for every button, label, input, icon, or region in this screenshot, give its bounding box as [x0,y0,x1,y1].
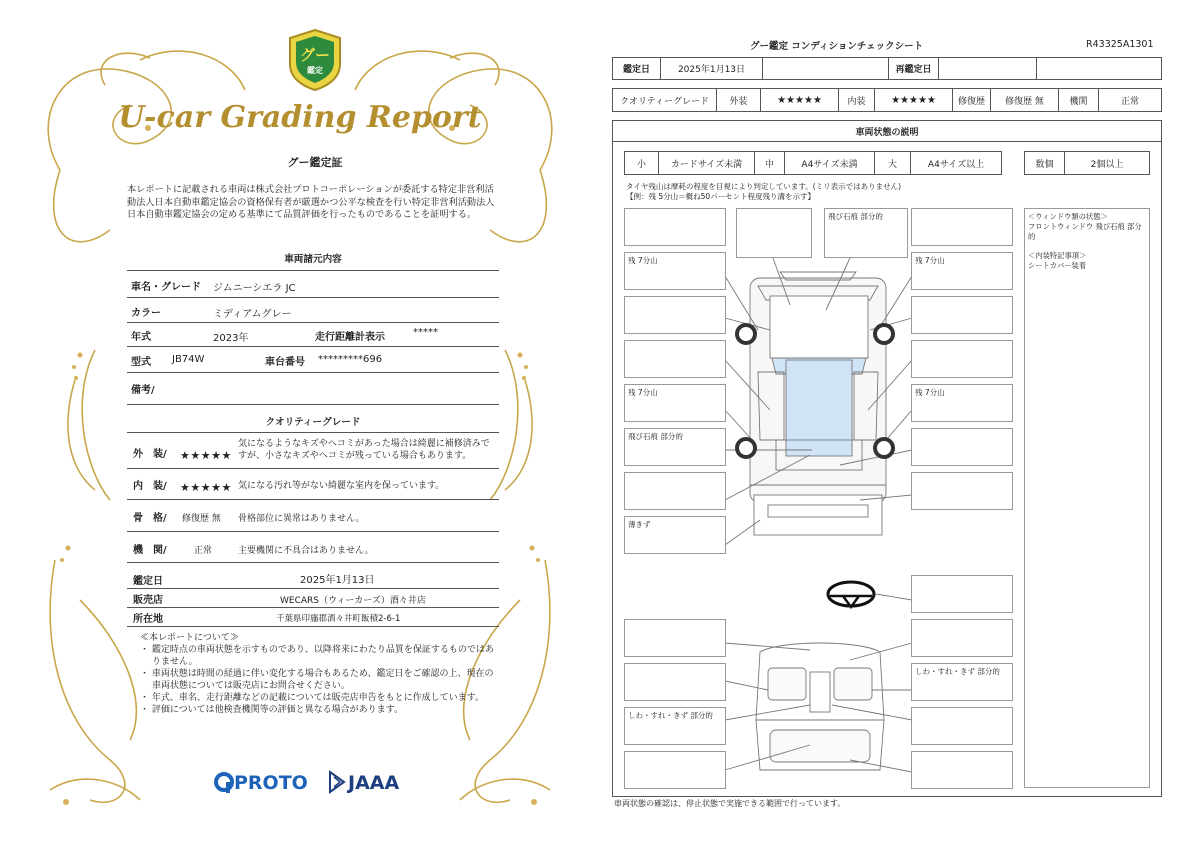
model-label: 型式 [131,357,151,368]
damage-box [624,663,726,701]
damage-box [624,751,726,789]
interior-notes-value: シートカバー装着 [1028,261,1087,270]
damage-box-tire-fr [911,252,1013,290]
proto-logo: PROTO [234,772,308,794]
chassis-label: 車台番号 [265,357,305,368]
divider [127,562,499,563]
note-item: ・ 鑑定時点の車両状態を示すものであり、以降将来にわたり品質を保証するものではありません。 [140,645,494,667]
divider [127,588,499,589]
exterior-stars: ★★★★★ [180,449,232,462]
damage-box [624,296,726,334]
mileage-value: ***** [413,327,438,338]
damage-box [624,619,726,657]
appraisal-date-value: 2025年1月13日 [300,575,375,586]
damage-box-chip-side [624,428,726,466]
tire-note-1: タイヤ残山は摩耗の程度を目視により判定しています。(ミリ表示ではありません) [626,182,902,191]
note-item: ・ 評価については他検査機関等の評価と異なる場合があります。 [140,705,403,715]
certificate-body: 本レポートに記載される車両は株式会社プロトコーポレーションが委託する特定非営利活動法人日本自動車鑑定協会の資格保有者が厳選かつ公平な検査を行い特定非営利活動法人日本自動車鑑定協会の定める基準にて品質評価を行ったものであることを証明する。 [127,184,495,221]
damage-box [624,340,726,378]
divider [127,499,499,500]
sheet-repair-label: 修復歴 [953,89,991,111]
tire-note-2: 【例：残 5分山＝概ね50パーセント程度残り溝を示す】 [626,192,816,201]
jaaa-logo: JAAA [348,772,400,794]
interior-label: 内 装/ [133,481,167,492]
engine-value: 正常 [194,546,213,556]
specs-section-title: 車両諸元内容 [284,254,342,265]
sheet-date-label: 鑑定日 [613,58,661,79]
sheet-id: R43325A1301 [1086,39,1154,50]
damage-box-tire-fl [624,252,726,290]
year-label: 年式 [131,332,151,343]
appraisal-date-label: 鑑定日 [133,576,163,587]
sheet-grade-label: クオリティーグレード [613,89,717,111]
chip-top-note: 飛び石痕 部分的 [828,212,883,221]
sheet-int-stars: ★★★★★ [875,89,953,111]
divider [127,322,499,323]
sheet-repair-value: 修復歴 無 [991,89,1059,111]
divider [127,297,499,298]
note-item: ・ 年式、車名、走行距離などの記載については販売店申告をもとに作成しています。 [140,693,484,703]
year-value: 2023年 [213,333,249,344]
frame-comment: 骨格部位に異常はありません。 [238,514,365,524]
window-status-heading: ＜ウィンドウ類の状態＞ [1028,212,1108,221]
shop-value: WECARS（ウィーカーズ）酒々井店 [280,596,426,606]
note-item: ・ 車両状態は時間の経過に伴い変化する場合もあるため、鑑定日をご確認の上、現在の車両状態については販売店にお問合せください。 [140,669,494,691]
legend-large: 大 [875,152,911,174]
interior-comment: 気になる汚れ等がない綺麗な室内を保っています。 [238,481,445,491]
model-value: JB74W [172,354,205,365]
sheet-engine-label: 機関 [1059,89,1099,111]
damage-box [911,575,1013,613]
divider [127,346,499,347]
divider [127,531,499,532]
wrinkle-left-note: しわ・すれ・きず 部分的 [628,711,713,720]
car-name-value: ジムニーシエラ JC [213,283,296,294]
damage-box-tire-rl [624,384,726,422]
condition-check-sheet [600,0,1200,848]
divider [127,404,499,405]
damage-box-wrinkle-right [911,663,1013,701]
exterior-comment: 気になるようなキズやヘコミがあった場合は綺麗に補修済みですが、小さなキズやヘコミが残っている場合もあります。 [238,439,490,461]
quality-section-title: クオリティーグレード [265,417,361,428]
engine-label: 機 関/ [133,545,167,556]
report-notes [140,632,500,716]
sheet-footer: 車両状態の確認は、停止状態で実施できる範囲で行っています。 [614,799,846,808]
interior-notes-heading: ＜内装特記事項＞ [1028,251,1087,260]
damage-box [624,208,726,246]
wrinkle-right-note: しわ・すれ・きず 部分的 [915,667,1000,676]
sheet-int-label: 内装 [839,89,875,111]
divider [127,607,499,608]
goo-badge-logo [286,28,344,92]
color-label: カラー [131,308,161,319]
svg-text:グー: グー [299,46,331,64]
scratch-note: 薄きず [628,520,651,529]
damage-box [624,472,726,510]
damage-box [911,296,1013,334]
shop-label: 販売店 [133,595,163,606]
svg-text:鑑定: 鑑定 [307,66,323,75]
legend-count: 数個 [1025,152,1065,174]
reappraisal-label: 再鑑定日 [889,58,939,79]
legend-small: 小 [625,152,659,174]
damage-box [911,707,1013,745]
damage-box-chip-top [824,208,908,258]
window-status-value: フロントウィンドウ 飛び石痕 部分的 [1028,222,1142,241]
legend-count-desc: 2個以上 [1090,159,1124,170]
sheet-ext-stars: ★★★★★ [761,89,839,111]
exterior-label: 外 装/ [133,449,167,460]
legend-small-desc: カードサイズ未満 [659,152,755,174]
special-notes-panel [1024,208,1150,788]
sheet-date-value: 2025年1月13日 [661,58,763,79]
divider [127,270,499,271]
chassis-value: *********696 [318,354,383,365]
jaaa-logo-icon [328,770,346,794]
tire-fl-note: 残 7分山 [628,256,658,265]
tire-rl-note: 残 7分山 [628,388,658,397]
legend-mid-desc: A4サイズ未満 [785,152,875,174]
sheet-title: グー鑑定 コンディションチェックシート [750,41,924,52]
address-value: 千葉県印旛郡酒々井町飯積2-6-1 [276,614,401,624]
damage-box [911,751,1013,789]
car-name-label: 車名・グレード [131,282,201,293]
report-title: U-car Grading Report [118,100,482,135]
interior-stars: ★★★★★ [180,481,232,494]
damage-box [736,208,812,258]
remarks-label: 備考/ [131,385,155,396]
damage-box [911,472,1013,510]
damage-box [911,340,1013,378]
legend-mid: 中 [755,152,785,174]
damage-box [911,619,1013,657]
condition-title: 車両状態の説明 [612,120,1162,142]
frame-label: 骨 格/ [133,513,167,524]
divider [127,626,499,627]
damage-box [911,208,1013,246]
frame-value: 修復歴 無 [182,514,221,524]
divider [127,432,499,433]
notes-title: ≪本レポートについて≫ [140,633,239,643]
address-label: 所在地 [133,614,163,625]
legend-large-desc: A4サイズ以上 [927,159,985,170]
mileage-label: 走行距離計表示 [315,332,385,343]
damage-box-tire-rr [911,384,1013,422]
sheet-engine-value: 正常 [1120,96,1139,107]
proto-logo-icon [214,772,234,794]
divider [127,372,499,373]
divider [127,468,499,469]
tire-rr-note: 残 7分山 [915,388,945,397]
color-value: ミディアムグレー [213,309,292,320]
tire-fr-note: 残 7分山 [915,256,945,265]
sheet-ext-label: 外装 [717,89,761,111]
certificate-title: グー鑑定証 [287,156,343,169]
damage-box [911,428,1013,466]
damage-box-scratch [624,516,726,554]
damage-box-wrinkle-left [624,707,726,745]
engine-comment: 主要機関に不具合はありません。 [238,546,374,556]
chip-side-note: 飛び石痕 部分的 [628,432,683,441]
